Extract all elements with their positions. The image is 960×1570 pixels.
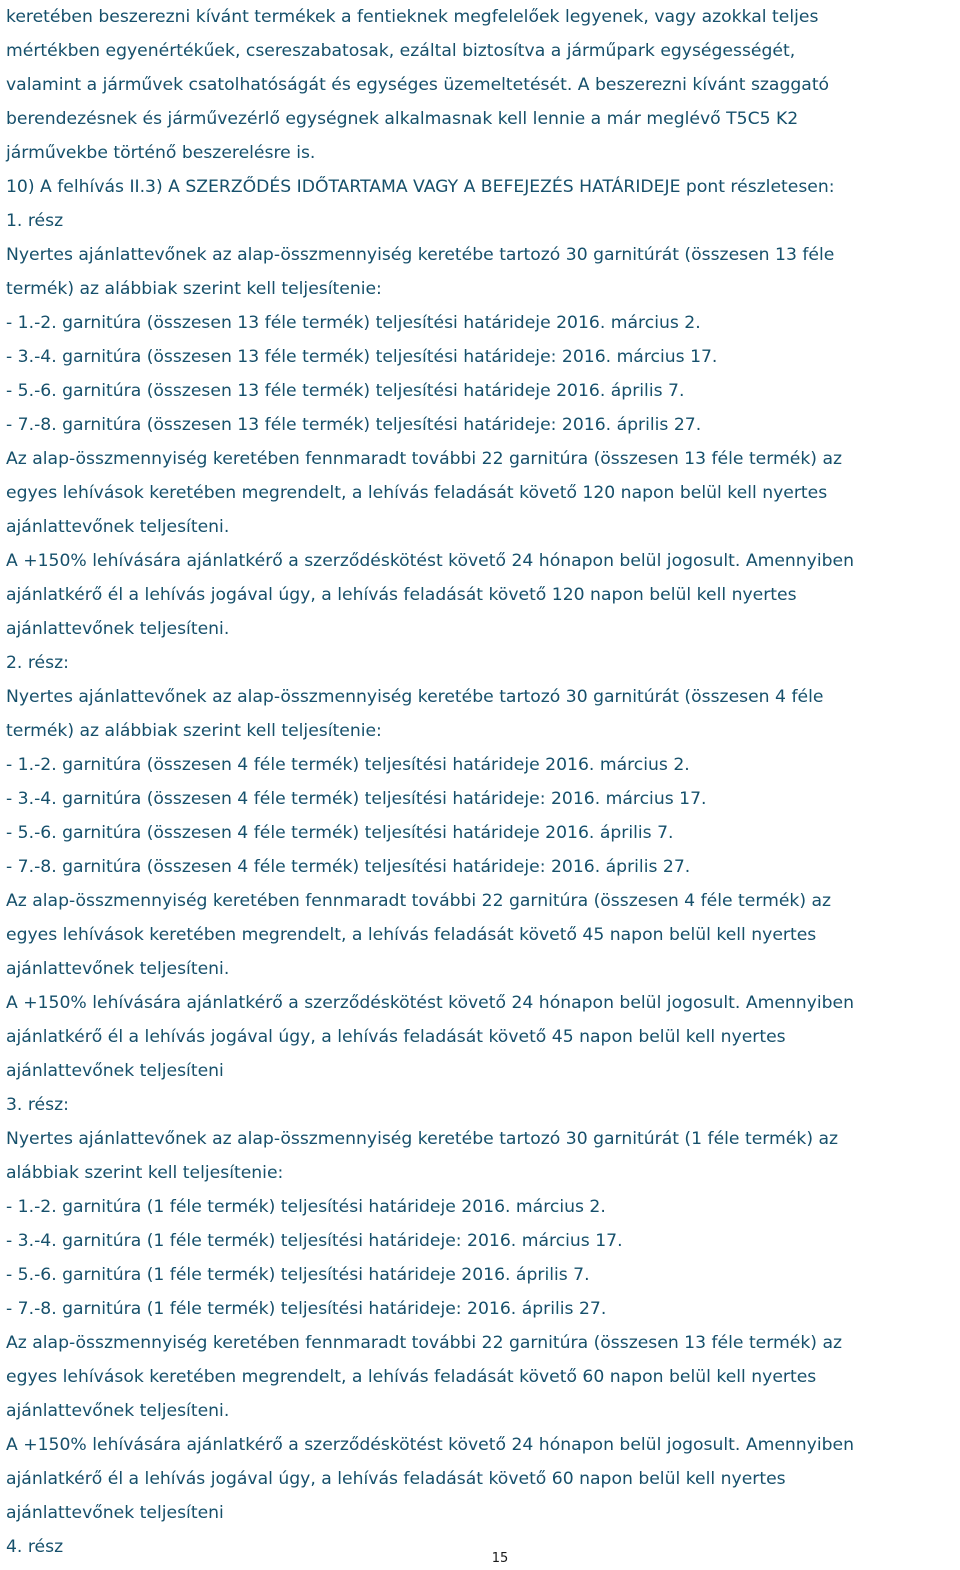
text-line: berendezésnek és járművezérlő egységnek alkalmasnak kell lennie a már meglévő T5C5 K2 [6, 109, 799, 129]
list-item: - 3.-4. garnitúra (összesen 13 féle termék) teljesítési határideje: 2016. március 17. [6, 347, 718, 367]
text-line: Az alap-összmennyiség keretében fennmaradt további 22 garnitúra (összesen 13 féle termék) az [6, 449, 843, 469]
part-heading: 1. rész [6, 211, 64, 231]
text-line: keretében beszerezni kívánt termékek a fentieknek megfelelőek legyenek, vagy azokkal teljes [6, 7, 819, 27]
list-item: - 3.-4. garnitúra (összesen 4 féle termék) teljesítési határideje: 2016. március 17. [6, 789, 707, 809]
text-line: járművekbe történő beszerelésre is. [6, 143, 316, 163]
text-line: ajánlattevőnek teljesíteni [6, 1061, 224, 1081]
list-item: - 1.-2. garnitúra (összesen 13 féle termék) teljesítési határideje 2016. március 2. [6, 313, 701, 333]
text-line: ajánlattevőnek teljesíteni. [6, 619, 230, 639]
part-heading: 2. rész: [6, 653, 69, 673]
text-line: Az alap-összmennyiség keretében fennmaradt további 22 garnitúra (összesen 4 féle termék) az [6, 891, 832, 911]
section-heading: 10) A felhívás II.3) A SZERZŐDÉS IDŐTARTAMA VAGY A BEFEJEZÉS HATÁRIDEJE pont részletesen: [6, 177, 835, 197]
text-line: egyes lehívások keretében megrendelt, a lehívás feladását követő 120 napon belül kell nyertes [6, 483, 828, 503]
list-item: - 5.-6. garnitúra (összesen 13 féle termék) teljesítési határideje 2016. április 7. [6, 381, 685, 401]
page-number: 15 [491, 1551, 509, 1566]
text-line: Nyertes ajánlattevőnek az alap-összmennyiség keretébe tartozó 30 garnitúrát (összesen 13 féle [6, 245, 835, 265]
text-line: mértékben egyenértékűek, csereszabatosak, ezáltal biztosítva a járműpark egységességét, [6, 41, 796, 61]
text-line: ajánlattevőnek teljesíteni. [6, 517, 230, 537]
text-line: Nyertes ajánlattevőnek az alap-összmennyiség keretébe tartozó 30 garnitúrát (1 féle termék) az [6, 1129, 839, 1149]
text-line: ajánlatkérő él a lehívás jogával úgy, a lehívás feladását követő 60 napon belül kell nyertes [6, 1469, 786, 1489]
text-line: termék) az alábbiak szerint kell teljesítenie: [6, 721, 382, 741]
list-item: - 7.-8. garnitúra (összesen 13 féle termék) teljesítési határideje: 2016. április 27. [6, 415, 702, 435]
text-line: A +150% lehívására ajánlatkérő a szerződéskötést követő 24 hónapon belül jogosult. Amennyiben [6, 551, 855, 571]
text-line: Nyertes ajánlattevőnek az alap-összmennyiség keretébe tartozó 30 garnitúrát (összesen 4 féle [6, 687, 824, 707]
list-item: - 7.-8. garnitúra (összesen 4 féle termék) teljesítési határideje: 2016. április 27. [6, 857, 691, 877]
text-line: ajánlattevőnek teljesíteni [6, 1503, 224, 1523]
part-heading: 3. rész: [6, 1095, 69, 1115]
text-line: ajánlattevőnek teljesíteni. [6, 1401, 230, 1421]
part-heading: 4. rész [6, 1537, 64, 1557]
text-line: egyes lehívások keretében megrendelt, a lehívás feladását követő 60 napon belül kell nyertes [6, 1367, 817, 1387]
list-item: - 5.-6. garnitúra (1 féle termék) teljesítési határideje 2016. április 7. [6, 1265, 590, 1285]
text-line: alábbiak szerint kell teljesítenie: [6, 1163, 284, 1183]
text-line: ajánlatkérő él a lehívás jogával úgy, a lehívás feladását követő 120 napon belül kell nyertes [6, 585, 797, 605]
list-item: - 7.-8. garnitúra (1 féle termék) teljesítési határideje: 2016. április 27. [6, 1299, 607, 1319]
list-item: - 1.-2. garnitúra (1 féle termék) teljesítési határideje 2016. március 2. [6, 1197, 606, 1217]
list-item: - 3.-4. garnitúra (1 féle termék) teljesítési határideje: 2016. március 17. [6, 1231, 623, 1251]
document-body [6, 0, 956, 1564]
text-line: ajánlattevőnek teljesíteni. [6, 959, 230, 979]
list-item: - 1.-2. garnitúra (összesen 4 féle termék) teljesítési határideje 2016. március 2. [6, 755, 690, 775]
text-line: A +150% lehívására ajánlatkérő a szerződéskötést követő 24 hónapon belül jogosult. Amennyiben [6, 1435, 855, 1455]
text-line: valamint a járművek csatolhatóságát és egységes üzemeltetését. A beszerezni kívánt szaggató [6, 75, 830, 95]
text-line: termék) az alábbiak szerint kell teljesítenie: [6, 279, 382, 299]
text-line: egyes lehívások keretében megrendelt, a lehívás feladását követő 45 napon belül kell nyertes [6, 925, 817, 945]
list-item: - 5.-6. garnitúra (összesen 4 féle termék) teljesítési határideje 2016. április 7. [6, 823, 674, 843]
text-line: Az alap-összmennyiség keretében fennmaradt további 22 garnitúra (összesen 13 féle termék) az [6, 1333, 843, 1353]
text-line: A +150% lehívására ajánlatkérő a szerződéskötést követő 24 hónapon belül jogosult. Amennyiben [6, 993, 855, 1013]
text-line: ajánlatkérő él a lehívás jogával úgy, a lehívás feladását követő 45 napon belül kell nyertes [6, 1027, 786, 1047]
